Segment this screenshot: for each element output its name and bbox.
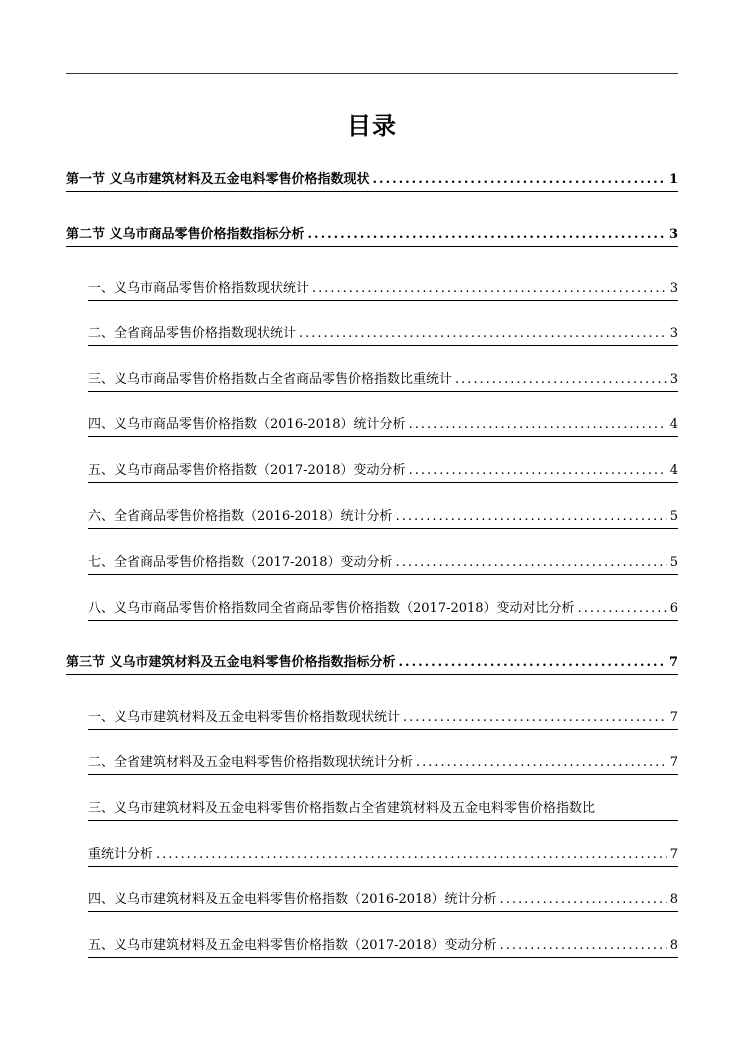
toc-entry-page: 7: [668, 655, 678, 670]
toc-entry-text: 六、全省商品零售价格指数（2016-2018）统计分析: [88, 509, 393, 524]
leader-dots: [312, 280, 667, 298]
toc-entry-page: 7: [669, 710, 678, 725]
leader-dots: [399, 654, 666, 672]
toc-entry-text: 一、义乌市商品零售价格指数现状统计: [88, 281, 310, 296]
toc-title: 目录: [347, 112, 397, 140]
toc-entry-3-3-line2[interactable]: [88, 846, 678, 867]
toc-entry-2-6[interactable]: [88, 508, 678, 529]
toc-entry-3-1[interactable]: [88, 709, 678, 730]
toc-entry-page: 3: [668, 227, 678, 242]
toc-entry-2-1[interactable]: [88, 280, 678, 301]
leader-dots: [409, 416, 667, 434]
toc-entry-text: 五、义乌市商品零售价格指数（2017-2018）变动分析: [88, 463, 406, 478]
toc-entry-text: 三、义乌市建筑材料及五金电料零售价格指数占全省建筑材料及五金电料零售价格指数比: [88, 801, 596, 816]
toc-entry-3-2[interactable]: [88, 754, 678, 775]
toc-entry-text: 二、全省建筑材料及五金电料零售价格指数现状统计分析: [88, 755, 414, 770]
leader-dots: [396, 508, 667, 526]
toc-entry-page: 7: [669, 847, 678, 862]
toc-entry-page: 6: [669, 601, 678, 616]
leader-dots: [156, 846, 667, 864]
toc-entry-page: 5: [669, 555, 678, 570]
toc-entry-text: 三、义乌市商品零售价格指数占全省商品零售价格指数比重统计: [88, 372, 453, 387]
leader-dots: [308, 226, 666, 244]
toc-entry-text: 七、全省商品零售价格指数（2017-2018）变动分析: [88, 555, 393, 570]
toc-entry-page: 5: [669, 509, 678, 524]
toc-entry-page: 3: [669, 281, 678, 296]
toc-entry-text: 四、义乌市商品零售价格指数（2016-2018）统计分析: [88, 417, 406, 432]
leader-dots: [500, 937, 667, 955]
toc-entry-page: 7: [669, 755, 678, 770]
toc-entry-text: 第二节 义乌市商品零售价格指数指标分析: [66, 227, 305, 242]
toc-entry-text: 八、义乌市商品零售价格指数同全省商品零售价格指数（2017-2018）变动对比分析: [88, 601, 575, 616]
leader-dots: [409, 462, 667, 480]
toc-entry-section-1[interactable]: [66, 171, 678, 192]
leader-dots: [373, 171, 666, 189]
toc-entry-2-3[interactable]: [88, 371, 678, 392]
toc-entry-page: 8: [669, 892, 678, 907]
toc-entry-page: 3: [669, 372, 678, 387]
leader-dots: [500, 891, 667, 909]
toc-entry-2-8[interactable]: [88, 600, 678, 621]
toc-entry-3-4[interactable]: [88, 891, 678, 912]
toc-entry-3-3-line1[interactable]: [88, 800, 678, 821]
leader-dots: [396, 554, 667, 572]
toc-entry-text: 重统计分析: [88, 847, 154, 862]
toc-entry-page: 3: [669, 326, 678, 341]
toc-entry-text: 四、义乌市建筑材料及五金电料零售价格指数（2016-2018）统计分析: [88, 892, 497, 907]
toc-entry-3-5[interactable]: [88, 937, 678, 958]
leader-dots: [416, 754, 667, 772]
toc-entry-text: 第一节 义乌市建筑材料及五金电料零售价格指数现状: [66, 172, 370, 187]
toc-entry-text: 二、全省商品零售价格指数现状统计: [88, 326, 297, 341]
leader-dots: [299, 325, 667, 343]
toc-entry-page: 4: [669, 463, 678, 478]
toc-entry-page: 1: [668, 172, 678, 187]
toc-entry-section-2[interactable]: [66, 226, 678, 247]
leader-dots: [455, 371, 667, 389]
toc-entry-text: 一、义乌市建筑材料及五金电料零售价格指数现状统计: [88, 710, 401, 725]
header-rule: [66, 73, 678, 74]
leader-dots: [403, 709, 667, 727]
toc-entry-text: 五、义乌市建筑材料及五金电料零售价格指数（2017-2018）变动分析: [88, 938, 497, 953]
leader-dots: [578, 600, 667, 618]
toc-entry-2-5[interactable]: [88, 462, 678, 483]
toc-entry-section-3[interactable]: [66, 654, 678, 675]
toc-entry-2-7[interactable]: [88, 554, 678, 575]
toc-entry-page: 4: [669, 417, 678, 432]
toc-entry-2-4[interactable]: [88, 416, 678, 437]
toc-entry-page: 8: [669, 938, 678, 953]
toc-entry-2-2[interactable]: [88, 325, 678, 346]
toc-entry-text: 第三节 义乌市建筑材料及五金电料零售价格指数指标分析: [66, 655, 396, 670]
